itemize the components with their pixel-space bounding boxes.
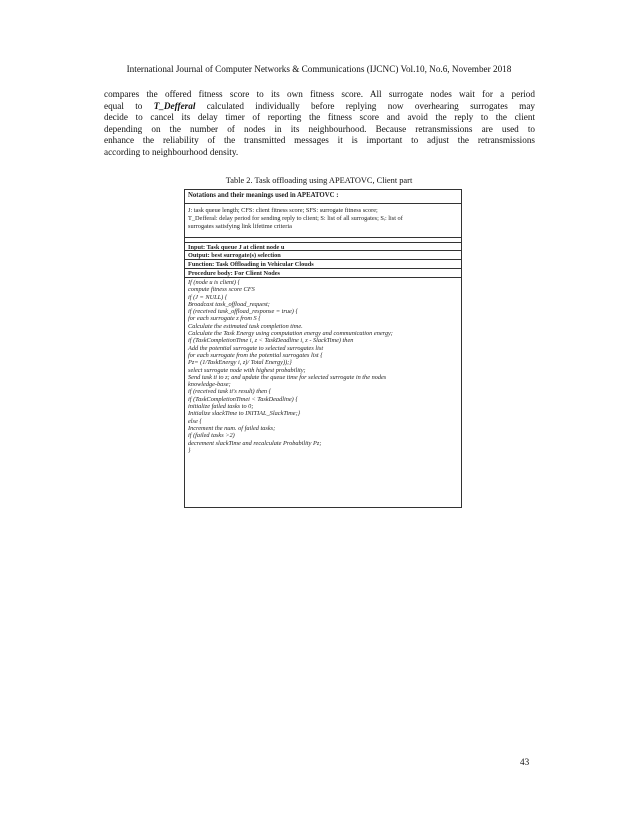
code-line: if (TaskCompletionTimei < TaskDeadline) {: [188, 395, 298, 403]
code-line: Send task ti to z; and update the queue time for selected surrogate in the nodes: [188, 373, 387, 381]
output-row: Output: best surrogate(s) selection: [185, 251, 461, 260]
paragraph-line: depending on the number of nodes in its neighbourhood. Because retransmissions are used to: [104, 123, 535, 134]
notations-line: surrogates satisfying link lifetime criteria: [188, 223, 292, 230]
code-line: select surrogate node with highest probability;: [188, 366, 306, 374]
input-row: Input: Task queue J at client node u: [185, 242, 461, 251]
code-line: Add the potential surrogate to selected surrogates list: [188, 344, 324, 352]
code-line: if (received task_offload_response = true) {: [188, 308, 298, 316]
paragraph-line: enhance the reliability of the transmitted messages it is important to adjust the retransmissions: [104, 135, 535, 146]
code-line: compute fitness score CFS: [188, 286, 255, 294]
running-header: International Journal of Computer Networks & Communications (IJCNC) Vol.10, No.6, November 2018: [126, 64, 512, 74]
body-paragraph: [104, 89, 535, 159]
page-number: 43: [520, 757, 530, 767]
notations-title: Notations and their meanings used in APEATOVC :: [185, 190, 461, 204]
code-line: if (received task ti's result) then {: [188, 388, 272, 396]
term-t-defferal: T_Defferal: [153, 100, 196, 111]
paragraph-line: compares the offered fitness score to its own fitness score. All surrogate nodes wait for a period: [104, 89, 535, 99]
code-line: if (TaskCompletionTime i, z < TaskDeadline i, z - SlackTime) then: [188, 337, 354, 345]
algorithm-table: [184, 189, 462, 508]
table-caption: Table 2. Task offloading using APEATOVC, Client part: [225, 176, 413, 185]
code-line: for each surrogate from the potential surrogates list {: [188, 351, 323, 359]
code-line: Increment the num. of failed tasks;: [188, 424, 276, 432]
function-row: Function: Task Offloading in Vehicular Clouds: [185, 260, 461, 269]
code-line: for each surrogate z from S {: [188, 315, 261, 323]
code-line: Calculate the estimated task completion time.: [188, 322, 303, 330]
code-line: Initialize slackTime to INITIAL_SlackTime;}: [188, 410, 301, 418]
notations-line: T_Defferal: delay period for sending reply to client; S: list of all surrogates; Sᵢ: list of: [188, 215, 403, 222]
code-line: else {: [188, 417, 202, 425]
code-line: if (failed tasks >2): [188, 432, 235, 440]
notations-text: [185, 204, 461, 238]
code-line: Broadcast task_offload_request;: [188, 300, 270, 308]
paragraph-line: according to neighbourhood density.: [104, 146, 239, 157]
code-line: }: [188, 446, 191, 454]
notations-line: J: task queue length; CFS: client fitness score; SFS: surrogate fitness score;: [188, 207, 378, 214]
code-line: decrement slackTime and recalculate Probability Pz;: [188, 439, 322, 447]
paragraph-line: decide to cancel its delay timer of reporting the fitness score and avoid the reply to the client: [104, 112, 535, 123]
procedure-title: Procedure body: For Client Nodes: [185, 269, 461, 278]
code-line: initialize failed tasks to 0;: [188, 403, 254, 411]
paragraph-line: equal to T_Defferal calculated individually before replying now overhearing surrogates may: [104, 100, 535, 111]
procedure-body: [185, 278, 461, 455]
code-line: If (node u is client) {: [188, 279, 241, 286]
code-line: knowledge-base;: [188, 381, 231, 389]
code-line: Pz= (1/TaskEnergy i, z)/ Total Energy));}: [188, 359, 292, 367]
code-line: Calculate the Task Energy using computation energy and communication energy;: [188, 330, 393, 338]
code-line: if (J = NULL) {: [188, 293, 228, 301]
